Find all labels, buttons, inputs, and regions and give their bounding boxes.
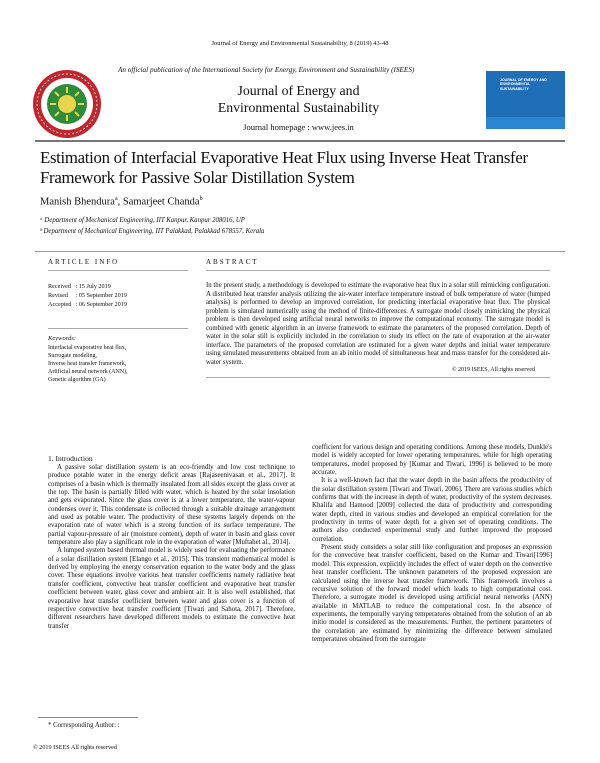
journal-homepage[interactable]: Journal homepage : www.jees.in	[243, 122, 354, 132]
author-1: Manish Bhendura	[40, 196, 115, 208]
journal-cover-image	[486, 71, 565, 129]
author-separator: ,	[117, 196, 123, 208]
history-revised	[48, 292, 127, 299]
footer-copyright: © 2019 ISEES All rights reserved	[33, 744, 117, 751]
history-value: : 05 September 2019	[75, 292, 127, 299]
abstract-text: In the present study, a methodology is developed to estimate the evaporative heat flux in a solar still mimicking configuration. A distributed heat transfer analysis utilizing the air-water interface temperature instead of bulk temperature of water (lumped analysis) is performed to develop an improved correlation, for predicting interfacial evaporative heat flux. The physical problem is simulated numerically using the method of finite-differences. A surrogate model closely mimicking the physical problem is then developed using artificial neural networks to improve the computational economy. The surrogate model is combined with genetic algorithm in an inverse framework to estimate the parameters of the proposed correlation. Depth of water in the solar still is explicitly included in the correlation to study its effect on the rate of evaporation at the air-water interface. The parameters of the proposed correlation are estimated for a given water depths and initial water temperature using simulated measurements obtained from an ab initio model of simultaneous heat and mass transfer for the considered air-water system.	[206, 282, 550, 366]
article-title: Estimation of Interfacial Evaporative Heat Flux using Inverse Heat Transfer Framework for Passive Solar Distillation System	[40, 148, 528, 187]
history-accepted	[48, 301, 127, 308]
author-2-sup: b	[199, 196, 203, 202]
footnote-rule	[38, 717, 138, 718]
keyword: Interfacial evaporative heat flux,	[48, 345, 127, 351]
paragraph: A passive solar distillation system is an eco-friendly and low cost technique to produce potable water in the energy deficit areas [Rajaseenivasan et al., 2017]. It comprises of a basin which is thermally insulated from all sides except the glass cover at the top. The basin is partially filled with water, which is heated by the solar insolation and gets evaporated. Since the glass cover is at a lower temperature, the water-vapour condenses over it. This condensate is collected through a suitable drainage arrangement and used as potable water. The productivity of these systems largely depends on the evaporation rate of water which is a strong function of its surface temperature. The partial vapour-pressure of air (moisture content), depth of water in basin and glass cover temperature also play a significant role in the evaporation of water [Muftahet al., 2014].	[48, 464, 295, 547]
history-label: Received	[48, 283, 72, 290]
abstract-copyright: © 2019 ISEES, All rights reserved	[452, 367, 535, 373]
corresponding-author-footnote: * Corresponding Author: :	[48, 722, 120, 729]
affiliation-a: ᵃ Department of Mechanical Engineering, IIT Kanpur, Kanpur 208016, UP	[40, 217, 245, 224]
keyword: Surrogate modeling,	[48, 353, 97, 359]
journal-title-line1: Journal of Energy and	[237, 83, 360, 98]
affiliation-b: ᵇ Department of Mechanical Engineering, IIT Palakkad, Palakkad 678557, Kerala	[40, 228, 265, 235]
introduction-heading: 1. Introduction	[48, 454, 93, 463]
paragraph: It is a well-known fact that the water depth in the basin affects the productivity of the solar distillation system [Tiwari and Tiwari, 2006]. There are various studies which confirms that with the increase in depth of water, productivity of the system decreases. Khalifa and Hamood [2009] collected the data of productivity and corresponding water depth, cited in various studies and developed an empirical correlation for the productivity in terms of water depth for a given set of operating conditions. The authors also conducted experimental study and further improved the proposed correlation.	[312, 477, 552, 543]
left-column	[48, 464, 295, 631]
author-1-sup: a	[114, 196, 118, 202]
journal-title-line2: Environmental Sustainability	[217, 100, 380, 115]
publisher-line: An official publication of the International Society for Energy, Environment and Sustainability (ISEES)	[118, 66, 415, 74]
abstract-bottom-rule	[206, 377, 550, 378]
keywords-heading: Keywords:	[48, 335, 76, 342]
history-received	[48, 283, 111, 290]
history-label: Revised	[48, 292, 68, 299]
history-value: : 15 July 2019	[75, 283, 111, 290]
keyword: Inverse heat transfer framework,	[48, 361, 127, 367]
paragraph: coefficient for various design and operating conditions. Among these models, Dunkle's model is widely accepted for lower operating temperatures, while for high operating temperatures, model proposed by [Kumar and Tiwari, 1996] is believed to be more accurate.	[312, 444, 552, 477]
paragraph: A lumped system based thermal model is widely used for evaluating the performance of a solar distillation system [Elango et al., 2015]. This transient mathematical model is derived by employing the energy conservation equation to the water body and the glass cover. These equations involve various heat transfer coefficients namely radiative heat transfer coefficient, convective heat transfer coefficient and evaporative heat transfer coefficient between water, glass cover and ambient air. It is also well established, that evaporative heat transfer coefficient between water and glass cover is a function of respective convective heat transfer coefficient [Tiwari and Sahota, 2017]. Therefore, different researchers have developed different models to estimate the convective heat transfer	[48, 547, 295, 630]
journal-title	[206, 82, 391, 116]
isees-logo	[31, 68, 103, 140]
abstract-heading: ABSTRACT	[206, 258, 259, 266]
keyword: Genetic algorithm (GA)	[48, 377, 106, 383]
cover-title: JOURNAL OF ENERGY AND ENVIRONMENTAL SUSTAINABILITY	[500, 78, 547, 91]
running-head: Journal of Energy and Environmental Sustainability, 8 (2019) 43-48	[211, 40, 389, 47]
section-rule	[35, 251, 565, 252]
cover-band	[486, 117, 565, 129]
paragraph: Present study considers a solar still like configuration and proposes an expression for the convective heat transfer coefficient, based on the Kumar and Tiwari[1996] model. This expression, explicitly includes the effect of water depth on the convective heat transfer coefficient. The unknown parameters of the proposed expression are calculated using the inverse heat transfer framework. This framework involves a recursive solution of the forward model which leads to high computational cost. Therefore, a surrogate model is developed using artificial neural networks (ANN) available in MATLAB to reduce the computational cost. In the absence of experiments, the temporally varying temperatures obtained from the solution of an ab initio model is considered as the measurements. Further, the pertinent parameters of the correlation are estimated by minimizing the difference between simulated temperatures obtained from the surrogate	[312, 544, 552, 643]
history-value: : 06 September 2019	[75, 301, 127, 308]
keyword: Artificial neural network (ANN),	[48, 369, 128, 375]
article-info-rule	[48, 270, 188, 271]
history-label: Accepted	[48, 301, 72, 308]
right-column	[312, 444, 552, 644]
author-2: Samarjeet Chanda	[122, 196, 200, 208]
article-info-heading: ARTICLE INFO	[48, 258, 120, 266]
header-rule	[35, 140, 565, 142]
keywords-rule	[48, 328, 188, 329]
authors	[40, 196, 203, 208]
abstract-rule	[206, 270, 550, 271]
